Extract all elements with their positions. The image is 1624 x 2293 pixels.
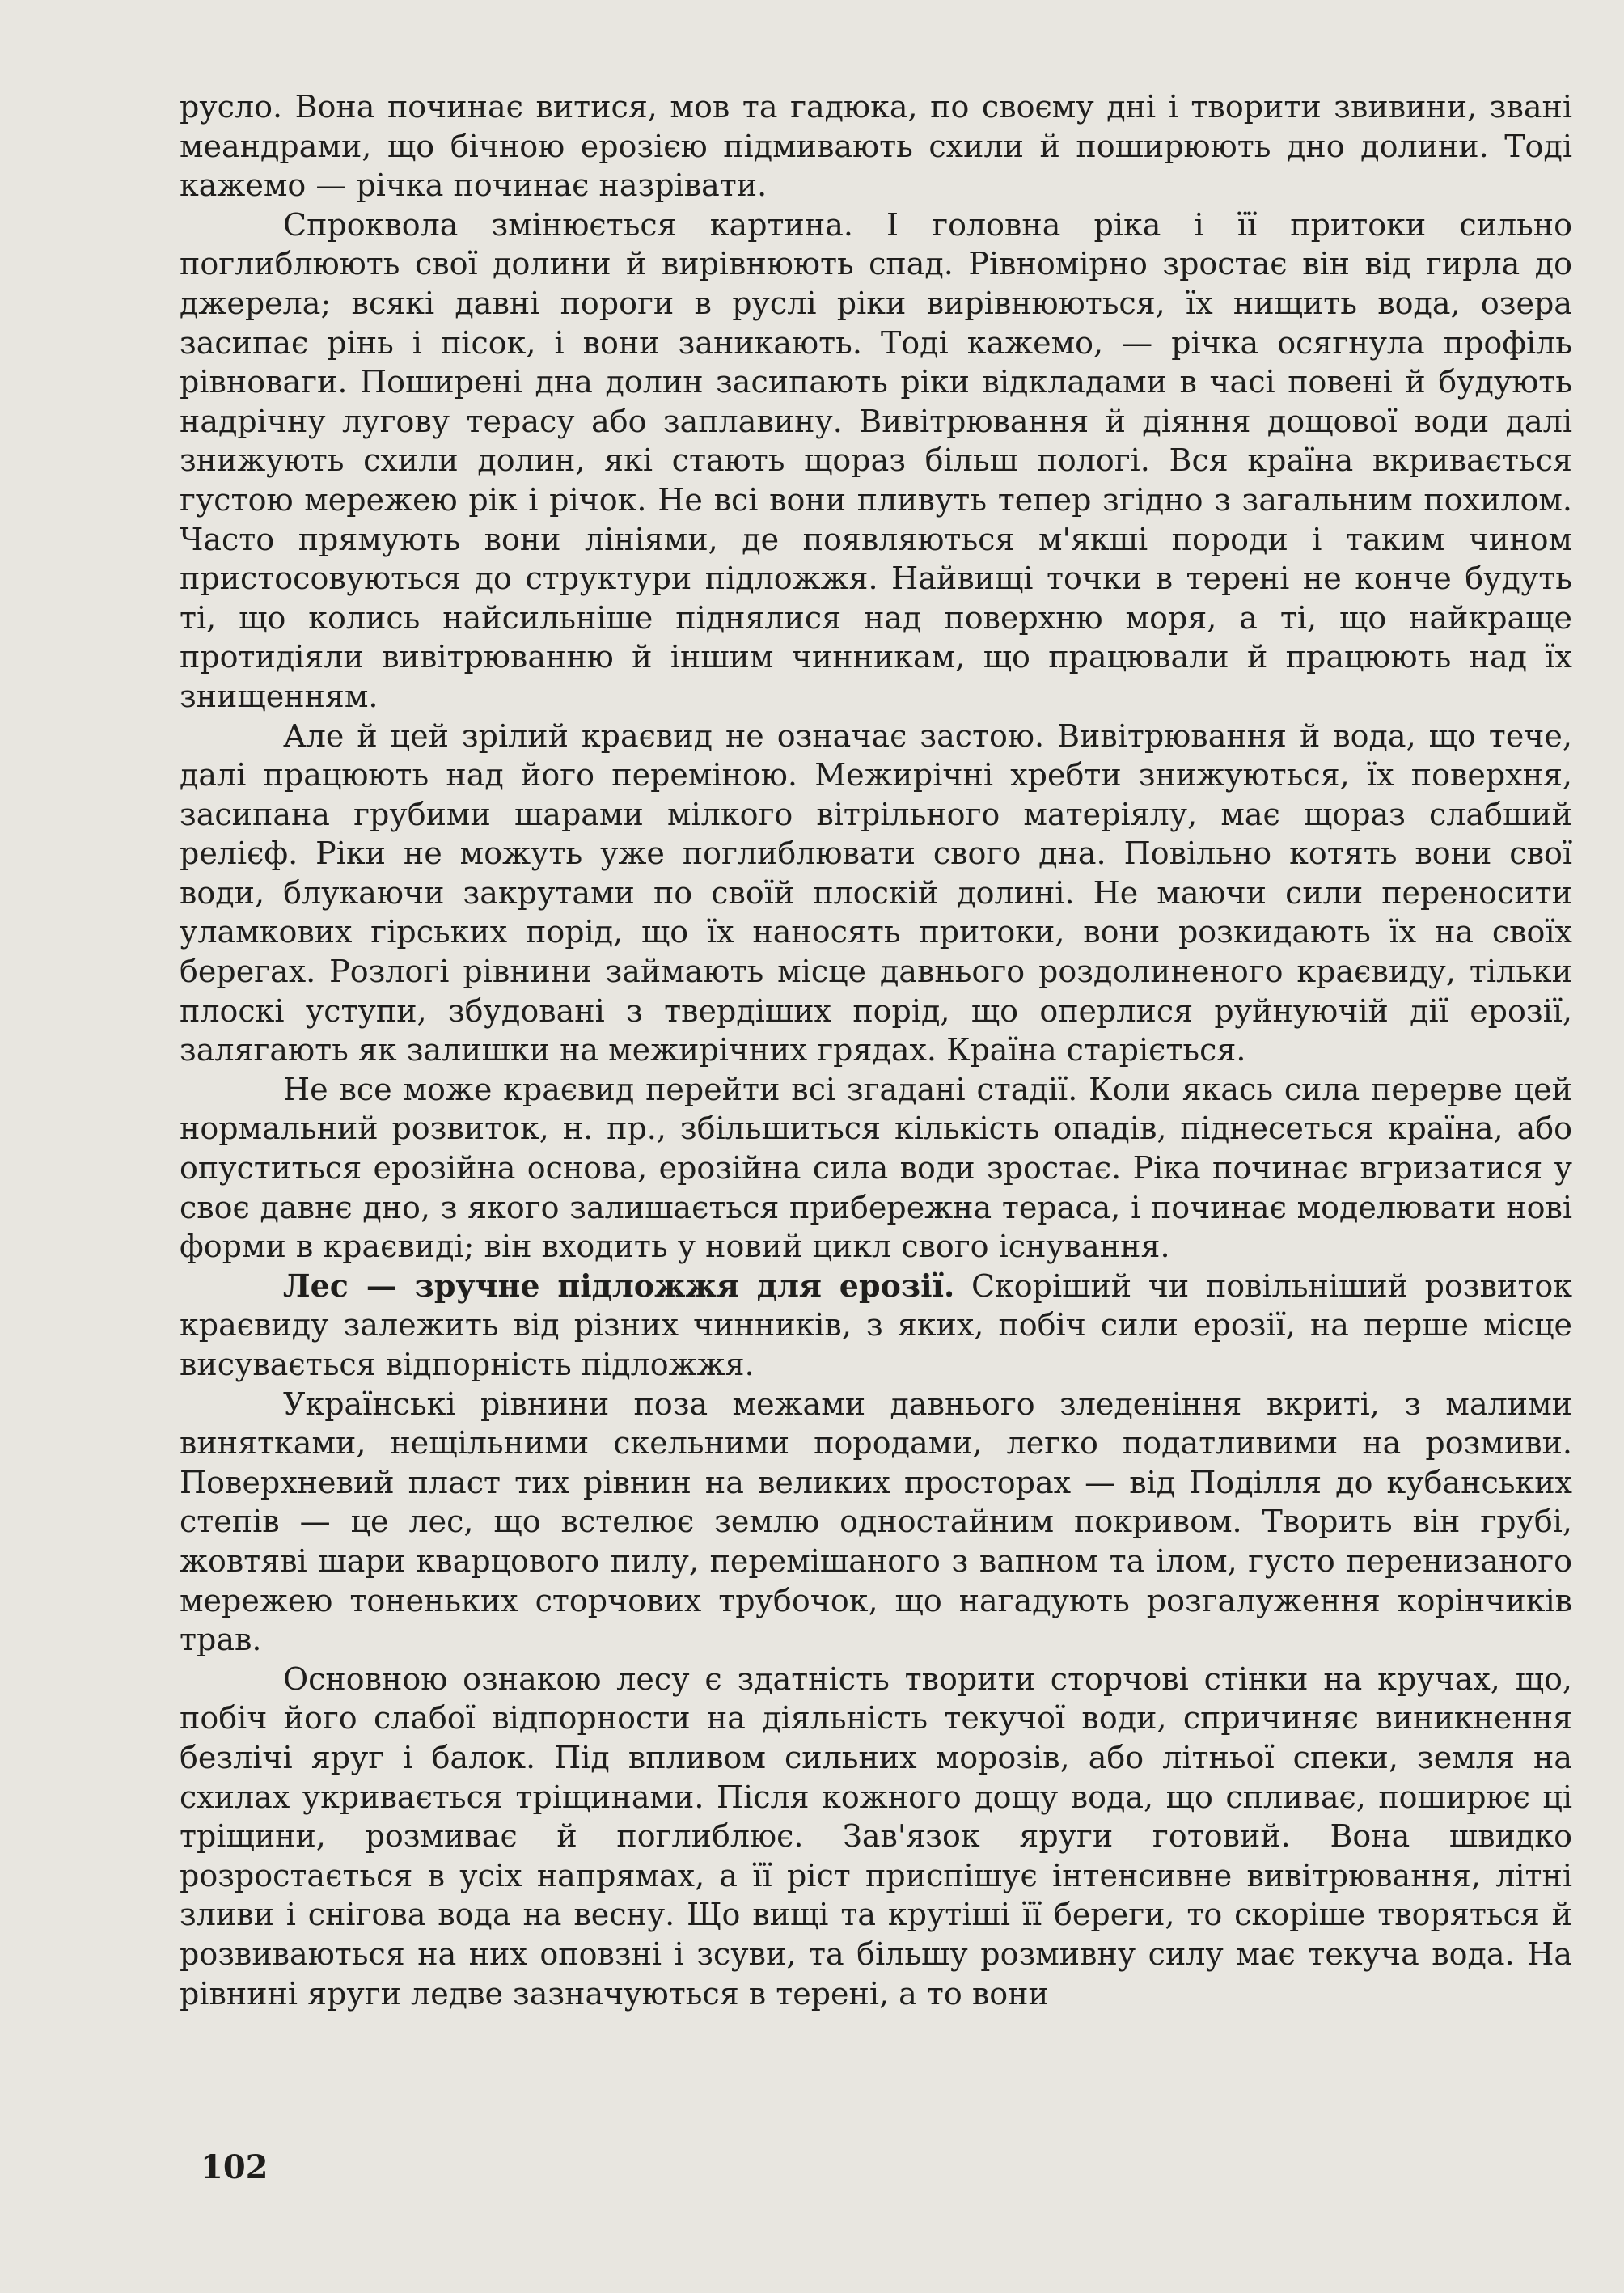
paragraph: русло. Вона починає витися, мов та гадюка, по своєму дні і творити звивини, звані меандрами, що бічною ерозією підмивають схили й поширюють дно долини. Тоді кажемо — річка починає назрівати.	[180, 89, 1572, 204]
paragraph: Основною ознакою лесу є здатність творити сторчові стінки на кручах, що, побіч його слабої відпорности на діяльність текучої води, спричиняє виникнення безлічі яруг і балок. Під впливом сильних морозів, або літньої спеки, земля на схилах укривається тріщинами. Після кожного дощу вода, що спливає, поширює ці тріщини, розмиває й поглиблює. Зав'язок яруги готовий. Вона швидко розростається в усіх напрямах, а її ріст приспішує інтенсивне вивітрювання, літні зливи і снігова вода на весну. Що вищі та крутіші її береги, то скоріше творяться й розвиваються на них оповзні і зсуви, та більшу розмивну силу має текуча вода. На рівнині яруги ледве зазначуються в терені, а то вони	[180, 1661, 1572, 2012]
section-heading: Лес — зручне підложжя для ерозії.	[283, 1267, 955, 1304]
paragraph: Спроквола змінюється картина. І головна ріка і її притоки сильно поглиблюють свої долини й вирівнюють спад. Рівномірно зростає він від гирла до джерела; всякі давні пороги в руслі ріки вирівнюються, їх нищить вода, озера засипає рінь і пісок, і вони заникають. Тоді кажемо, — річка осягнула профіль рівноваги. Поширені дна долин засипають ріки відкладами в часі повені й будують надрічну лугову терасу або заплавину. Вивітрювання й діяння дощової води далі знижують схили долин, які стають щораз більш пологі. Вся країна вкривається густою мережею рік і річок. Не всі вони пливуть тепер згідно з загальним похилом. Часто прямують вони лініями, де появляються м'якші породи і таким чином пристосовуються до структури підложжя. Найвищі точки в терені не конче будуть ті, що колись найсильніше піднялися над поверхню моря, а ті, що найкраще протидіяли вивітрюванню й іншим чинникам, що працювали й працюють над їх знищенням.	[180, 206, 1572, 714]
paragraph: Українські рівнини поза межами давнього зледеніння вкриті, з малими винятками, нещільними скельними породами, легко податливими на розмиви. Поверхневий пласт тих рівнин на великих просторах — від Поділля до кубанських степів — це лес, що встелює землю одностайним покривом. Творить він грубі, жовтяві шари кварцового пилу, перемішаного з вапном та ілом, густо перенизаного мережею тоненьких сторчових трубочок, що нагадують розгалуження корінчиків трав.	[180, 1386, 1572, 1658]
body-text	[180, 87, 1572, 2013]
page-number: 102	[201, 2148, 269, 2186]
paragraph: Але й цей зрілий краєвид не означає застою. Вивітрювання й вода, що тече, далі працюють над його переміною. Межирічні хребти знижуються, їх поверхня, засипана грубими шарами мілкого вітрільного матеріялу, має щораз слабший релієф. Ріки не можуть уже поглиблювати свого дна. Повільно котять вони свої води, блукаючи закрутами по своїй плоскій долині. Не маючи сили переносити уламкових гірських порід, що їх наносять притоки, вони розкидають їх на своїх берегах. Розлогі рівнини займають місце давнього роздолиненого краєвиду, тільки плоскі уступи, збудовані з твердіших порід, що оперлися руйнуючій дії ерозії, залягають як залишки на межирічних грядах. Країна старіється.	[180, 717, 1572, 1068]
paragraph-text: Скоріший чи повільніший розвиток краєвиду залежить від різних чинників, з яких, побіч сили ерозії, на перше місце висувається відпорність підложжя.	[180, 1267, 1572, 1382]
paragraph: Не все може краєвид перейти всі згадані стадії. Коли якась сила перерве цей нормальний розвиток, н. пр., збільшиться кількість опадів, піднесеться країна, або опуститься ерозійна основа, ерозійна сила води зростає. Ріка починає вгризатися у своє давнє дно, з якого залишається прибережна тераса, і починає моделювати нові форми в краєвиді; він входить у новий цикл свого існування.	[180, 1071, 1572, 1265]
paragraph-with-heading	[180, 1267, 1572, 1385]
